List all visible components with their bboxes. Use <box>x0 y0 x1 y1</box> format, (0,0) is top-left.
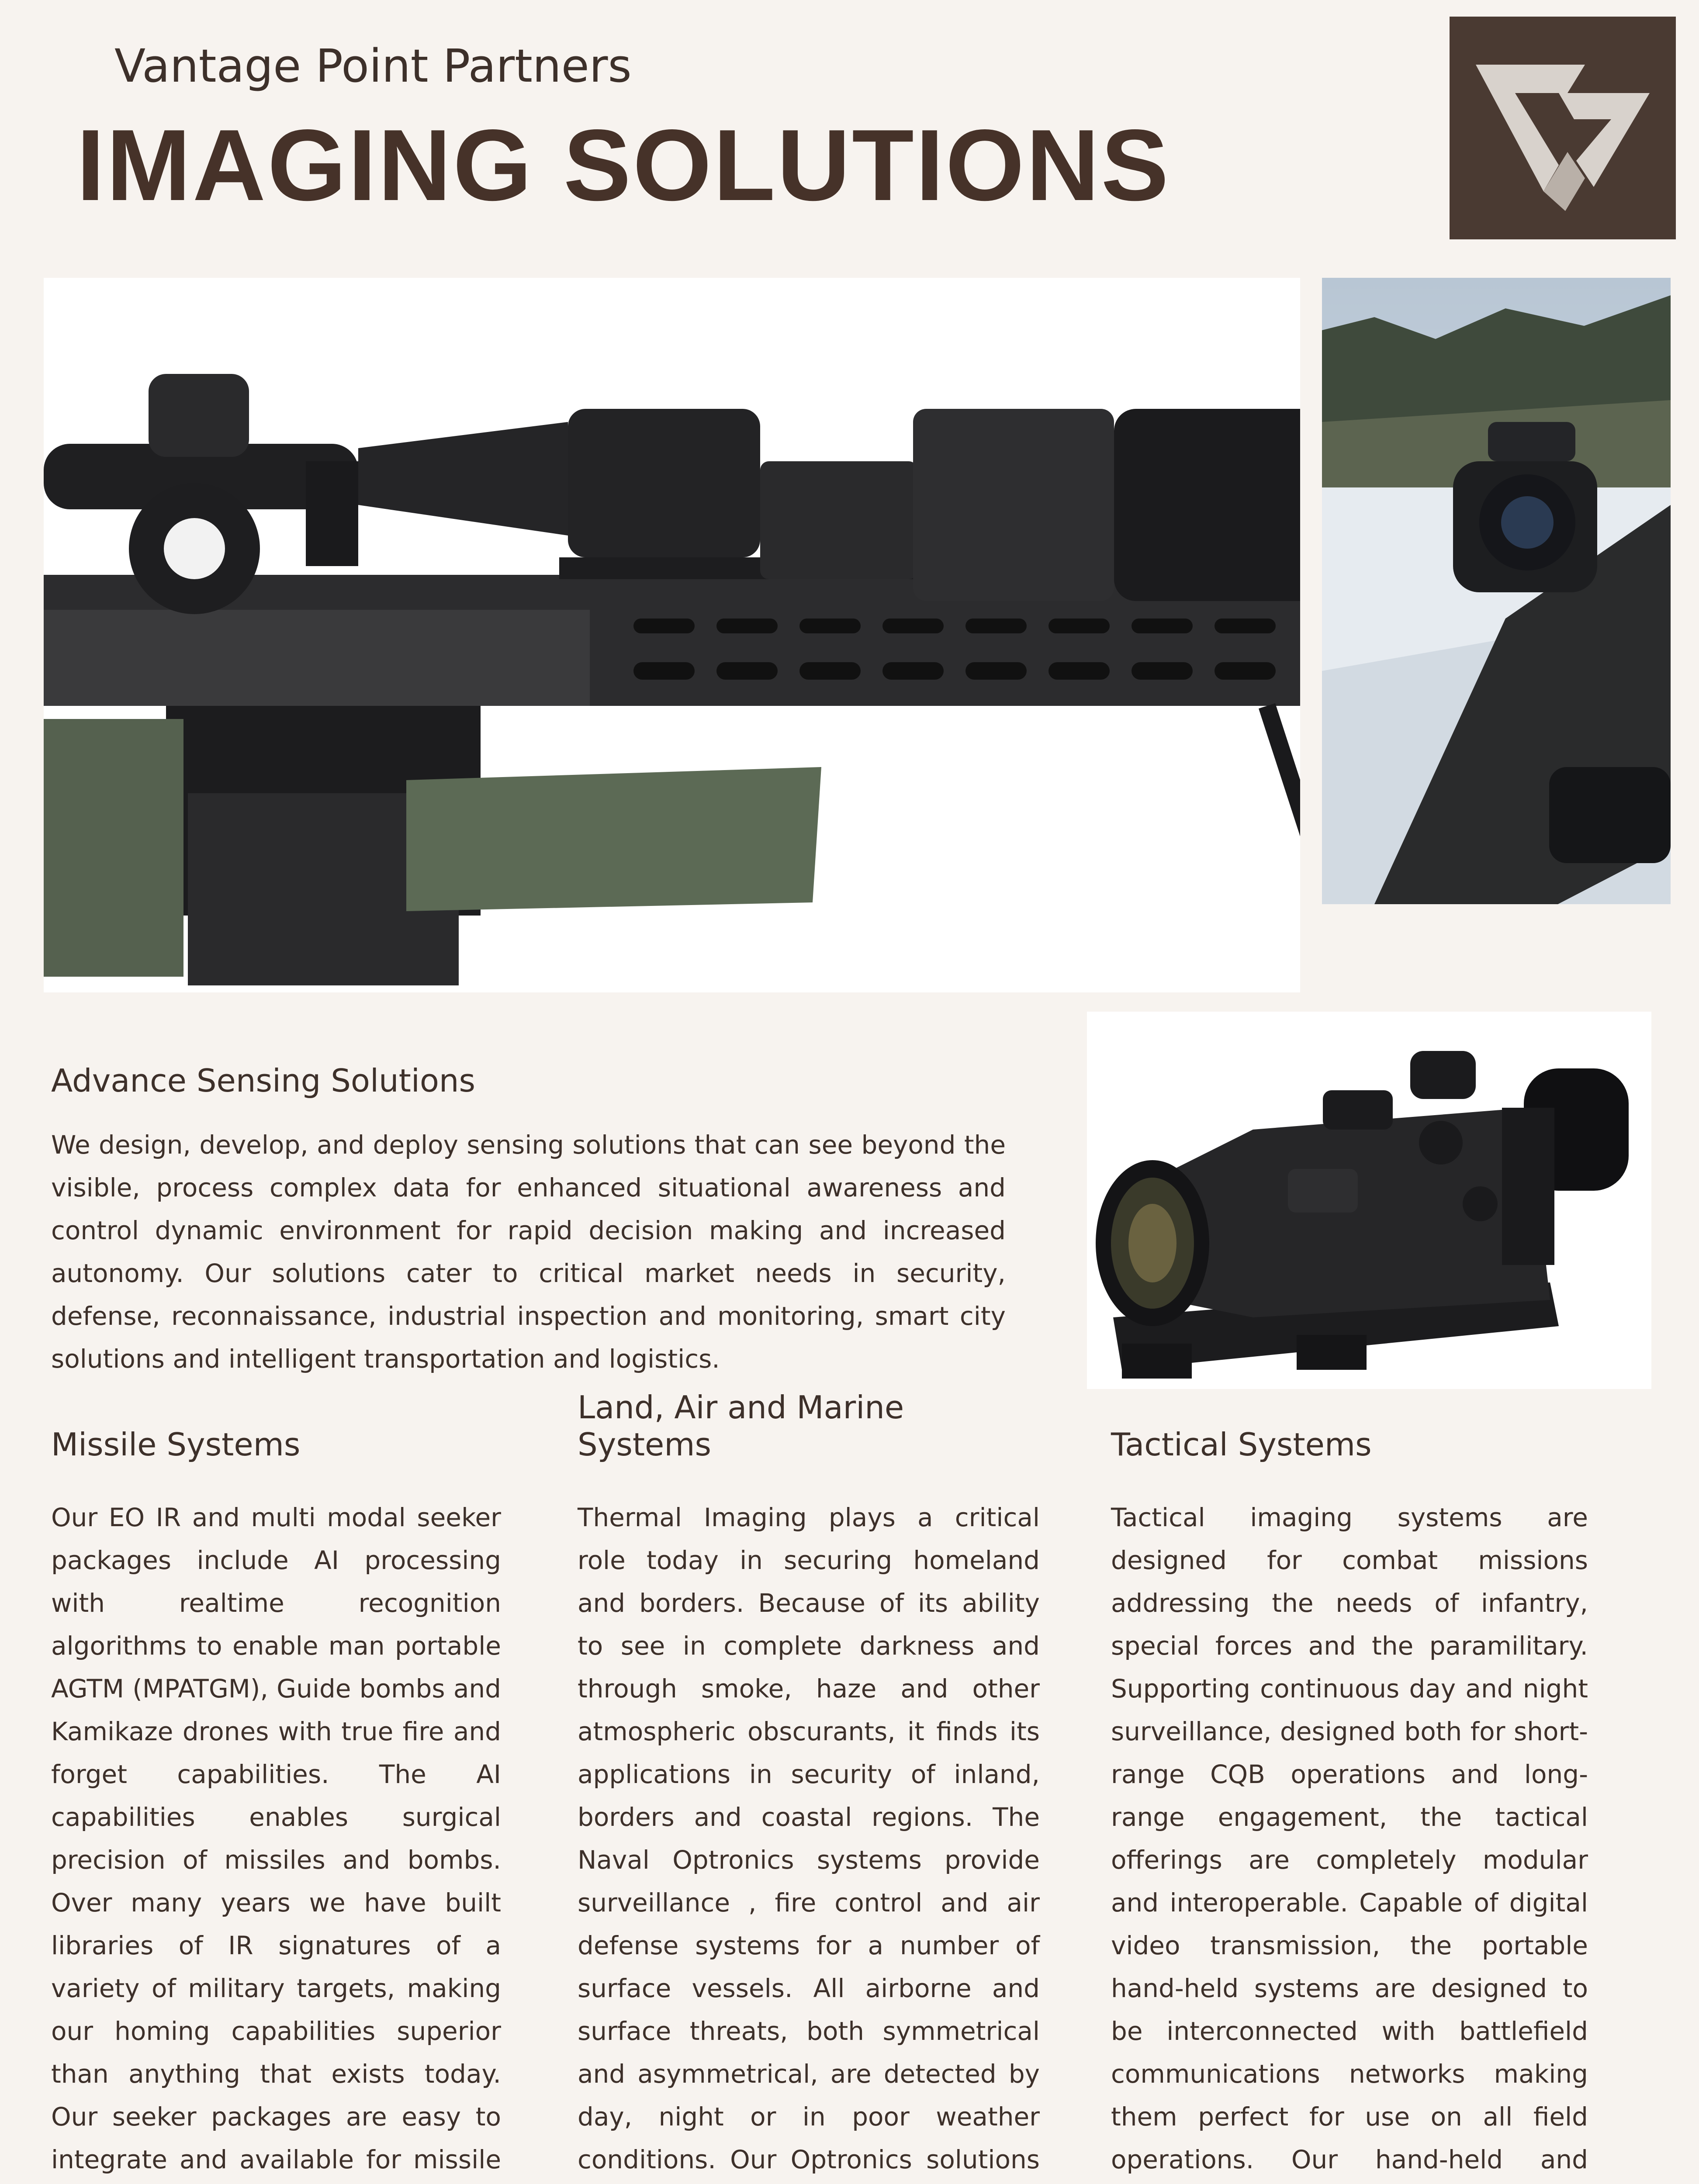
intro-heading: Advance Sensing Solutions <box>51 1062 476 1099</box>
land-air-marine-text: Thermal Imaging plays a critical role today in securing homeland and borders. Because of its ability to see in complete darkness and through smoke, haze and other atmospheric obscurants, it finds its applications in security of inland, borders and coastal regions. The Naval Optronics systems provide surveillance , fire control and air defense systems for a number of surface vessels. All airborne and surface threats, both symmetrical and asymmetrical, are detected by day, night or in poor weather conditions. Our Optronics solutions <box>578 1503 1040 2174</box>
company-name: Vantage Point Partners <box>114 39 632 93</box>
tactical-systems-text: Tactical imaging systems are designed for combat missions addressing the needs of infantry, special forces and the paramilitary. Supporting continuous day and night surveillance, designed both for short-range CQB operations and long-range engagement, the tactical offerings are completely modular and interoperable. Capable of digital video transmission, the portable hand-held systems are designed to be interconnected with battlefield communications networks making them perfect for use on all field operations. Our hand-held and <box>1111 1503 1588 2174</box>
rifle-scope-illustration <box>44 278 1300 992</box>
tactical-systems-heading: Tactical Systems <box>1111 1426 1372 1463</box>
snow-rifle-illustration <box>1322 278 1671 904</box>
vp-logo-mark <box>1450 17 1676 239</box>
company-logo <box>1450 17 1676 239</box>
night-vision-scope-photo <box>1087 1012 1651 1389</box>
rifle-scope-photo <box>44 278 1300 992</box>
missile-systems-heading: Missile Systems <box>51 1426 301 1463</box>
land-air-marine-heading: Land, Air and Marine Systems <box>578 1389 904 1463</box>
night-vision-scope-illustration <box>1087 1012 1651 1389</box>
page-title: IMAGING SOLUTIONS <box>76 109 1170 222</box>
missile-systems-text: Our EO IR and multi modal seeker packages include AI processing with realtime recognition algorithms to enable man portable AGTM (MPATGM), Guide bombs and Kamikaze drones with true fire and forget capabilities. The AI capabilities enables surgical precision of missiles and bombs. Over many years we have built libraries of IR signatures of a variety of military targets, making our homing capabilities superior than anything that exists today. Our seeker packages are easy to integrate and available for missile <box>51 1503 501 2174</box>
snow-rifle-photo <box>1322 278 1671 904</box>
intro-paragraph: We design, develop, and deploy sensing solutions that can see beyond the visible, process complex data for enhanced situational awareness and control dynamic environment for rapid decision making and increased autonomy. Our solutions cater to critical market needs in security, defense, reconnaissance, industrial inspection and monitoring, smart city solutions and intelligent transportation and logistics. <box>51 1130 1006 1374</box>
